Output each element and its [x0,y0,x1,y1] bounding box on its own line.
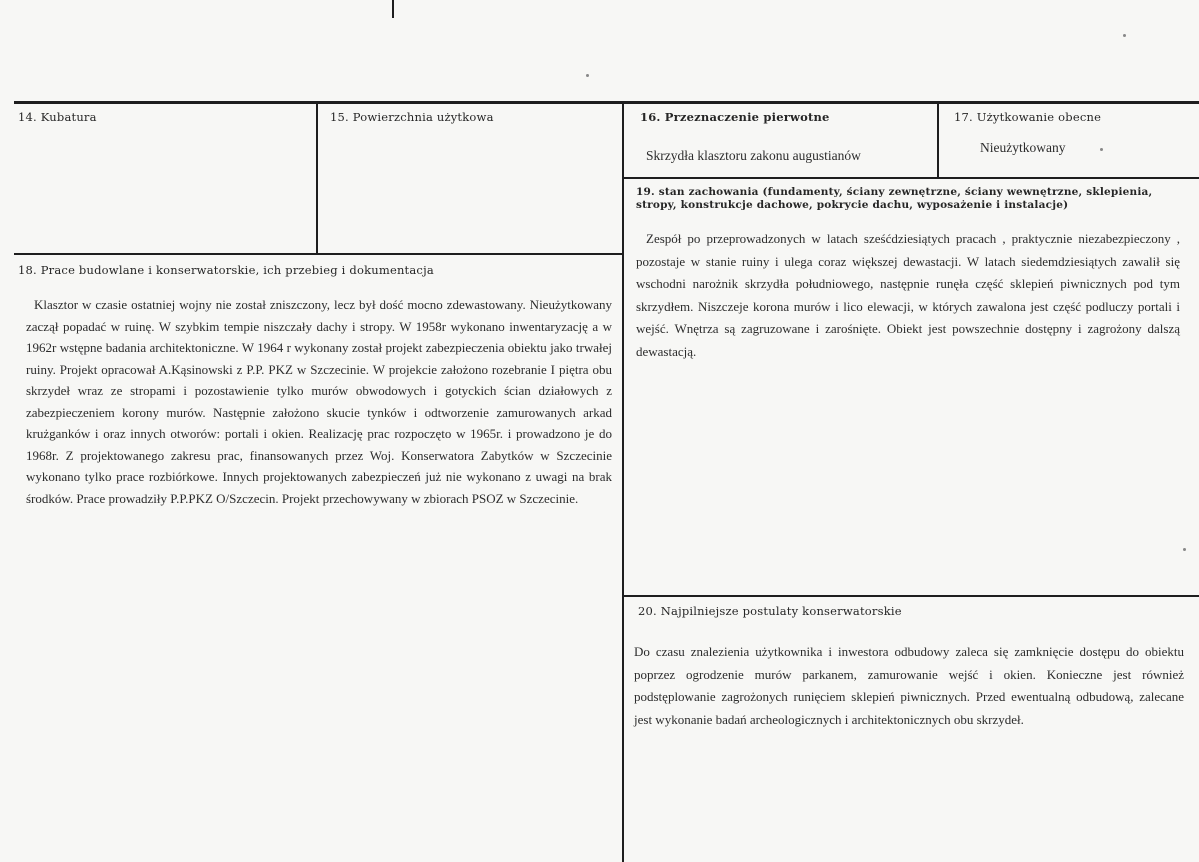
divider-16-19 [623,177,1199,179]
center-divider [622,103,624,862]
divider-14-15 [316,103,318,253]
field-19-text: Zespół po przeprowadzonych w latach sześćdziesiątych pracach , praktycznie niezabezpieczony , pozostaje w stanie ruiny i ulega coraz większej dewastacji. W latach siedemdziesiątych zawalił się wschodni narożnik skrzydła południowego, następnie runęła część sklepień piwnicznych pod tym skrzydłem. Niszczeje korona murów i lico elewacji, w których zawalona jest część podluczy portali i wejść. Wnętrza są zagruzowane i zarośnięte. Obiekt jest powszechnie dostępny i zagrożony dalszą dewastacją. [636,231,1180,359]
scan-speck [1183,548,1186,551]
scan-speck [1100,148,1103,151]
field-19-label: 19. stan zachowania (fundamenty, ściany zewnętrzne, ściany wewnętrzne, sklepienia, stropy, konstrukcje dachowe, pokrycie dachu, wyposażenie i instalacje) [636,186,1153,211]
top-tick-line [392,0,394,18]
divider-top-18 [14,253,623,255]
field-15-label: 15. Powierzchnia użytkowa [330,110,494,124]
divider-19-20 [623,595,1199,597]
field-16-value: Skrzydła klasztoru zakonu augustianów [646,148,861,163]
field-20-text: Do czasu znalezienia użytkownika i inwestora odbudowy zaleca się zamknięcie dostępu do obiektu poprzez ogrodzenie murów parkanem, zamurowanie wejść i okien. Konieczne jest również podstęplowanie zagrożonych runięciem sklepień piwnicznych. Przed ewentualną odbudową, zalecane jest wykonanie badań archeologicznych i architektonicznych obu skrzydeł. [634,644,1184,727]
field-17-value: Nieużytkowany [980,140,1066,155]
field-18-label: 18. Prace budowlane i konserwatorskie, ich przebieg i dokumentacja [18,263,434,277]
scan-speck [586,74,589,77]
scan-speck [1123,34,1126,37]
field-16-label: 16. Przeznaczenie pierwotne [640,110,830,124]
field-14-label: 14. Kubatura [18,110,97,124]
field-20-label: 20. Najpilniejsze postulaty konserwatorskie [638,604,902,618]
field-17-label: 17. Użytkowanie obecne [954,110,1102,124]
form-top-border [14,101,1199,104]
divider-16-17 [937,103,939,178]
field-18-text: Klasztor w czasie ostatniej wojny nie został zniszczony, lecz był dość mocno zdewastowany. Nieużytkowany zaczął popadać w ruinę. W szybkim tempie niszczały dachy i stropy. W 1958r wykonano inwentaryzację a w 1962r wstępne badania architektoniczne. W 1964 r wykonany został projekt zabezpieczenia obiektu jako trwałej ruiny. Projekt opracował A.Kąsinowski z P.P. PKZ w Szczecinie. W projekcie założono rozebranie I piętra obu skrzydeł wraz ze stropami i pozostawienie tylko murów obwodowych i gotyckich ścian działowych z zabezpieczeniem korony murów. Następnie założono skucie tynków i odtworzenie zamurowanych arkad krużganków i oraz innych otworów: portali i okien. Realizację prac rozpoczęto w 1965r. i prowadzono je do 1968r. Z projektowanego zakresu prac, finansowanych przez Woj. Konserwatora Zabytków w Szczecinie wykonano tylko prace rozbiórkowe. Innych projektowanych zabezpieczeń już nie wykonano z uwagi na brak środków. Prace prowadziły P.P.PKZ O/Szczecin. Projekt przechowywany w zbiorach PSOZ w Szczecinie. [26,297,612,506]
